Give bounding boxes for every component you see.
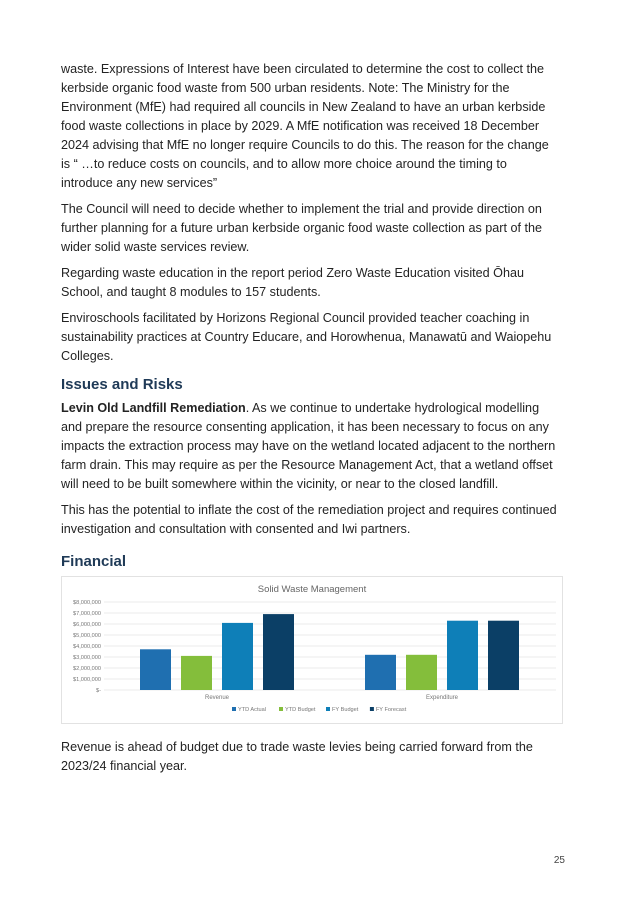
y-tick-label: $7,000,000: [73, 611, 101, 618]
paragraph-council-decision: The Council will need to decide whether to implement the trial and provide direction on further planning for a future urban kerbside organic food waste collection as part of the wider solid waste services review.: [61, 202, 542, 254]
x-category-label: Expenditure: [425, 695, 459, 701]
bar-revenue-ytd-budget: [181, 656, 212, 690]
y-tick-label: $4,000,000: [73, 644, 101, 651]
heading-financial: Financial: [61, 553, 127, 570]
paragraph-cost-impact: This has the potential to inflate the cost of the remediation project and requires continued investigation and consultation with consented and Iwi partners.: [61, 503, 557, 536]
bar-expenditure-fy-forecast: [488, 621, 519, 690]
bar-revenue-fy-forecast: [263, 614, 294, 690]
y-tick-label: $3,000,000: [73, 655, 101, 662]
page-number: 25: [553, 855, 565, 866]
legend-swatch: [279, 707, 283, 711]
y-tick-label: $-: [96, 688, 101, 695]
landfill-bold-lead: Levin Old Landfill Remediation: [61, 401, 246, 415]
paragraph-waste-education: Regarding waste education in the report period Zero Waste Education visited Ōhau School, and taught 8 modules to 157 students.: [61, 266, 524, 299]
y-tick-label: $2,000,000: [73, 666, 101, 673]
y-tick-label: $5,000,000: [73, 633, 101, 640]
legend-swatch: [232, 707, 236, 711]
y-tick-label: $1,000,000: [73, 677, 101, 684]
legend-label: FY Budget: [332, 707, 359, 713]
bar-expenditure-ytd-actual: [365, 655, 396, 690]
chart-title: Solid Waste Management: [257, 584, 367, 595]
legend-swatch: [370, 707, 374, 711]
paragraph-food-waste: waste. Expressions of Interest have been circulated to determine the cost to collect the kerbside organic food waste from 500 urban residents. Note: The Ministry for the Environment (MfE) had required all councils in New Zealand to have an urban kerbside food waste collections in place by 2029. A MfE notification was received 18 December 2024 advising that MfE no longer require Councils to do this. The reason for the change is “ …to reduce costs on councils, and to allow more choice around the timing to introduce any new services”: [61, 62, 549, 190]
landfill-text: . As we continue to undertake hydrological modelling and prepare the resource consenting application, it has been necessary to focus on any impacts the extraction process may have on the wetland located adjacent to the northern farm drain. This may require as per the Resource Management Act, that a wetland offset will need to be built somewhere within the vicinity, or near to the closed landfill.: [61, 401, 556, 491]
legend-label: YTD Actual: [238, 707, 266, 713]
bar-expenditure-ytd-budget: [406, 655, 437, 690]
y-tick-label: $8,000,000: [73, 600, 101, 607]
legend-swatch: [326, 707, 330, 711]
bar-revenue-fy-budget: [222, 623, 253, 690]
y-tick-label: $6,000,000: [73, 622, 101, 629]
chart-svg: [62, 577, 562, 723]
x-category-label: Revenue: [204, 695, 230, 701]
legend-label: FY Forecast: [375, 707, 407, 713]
paragraph-landfill: [61, 399, 561, 494]
bar-expenditure-fy-budget: [447, 621, 478, 690]
bar-revenue-ytd-actual: [140, 649, 171, 690]
document-page: [61, 60, 561, 783]
legend-label: YTD Budget: [285, 707, 316, 713]
solid-waste-chart: [61, 576, 563, 724]
paragraph-revenue-note: Revenue is ahead of budget due to trade waste levies being carried forward from the 2023/24 financial year.: [61, 740, 533, 773]
paragraph-enviroschools: Enviroschools facilitated by Horizons Regional Council provided teacher coaching in sustainability practices at Country Educare, and Horowhenua, Manawatū and Waiopehu Colleges.: [61, 311, 552, 363]
heading-issues-risks: Issues and Risks: [61, 376, 183, 393]
